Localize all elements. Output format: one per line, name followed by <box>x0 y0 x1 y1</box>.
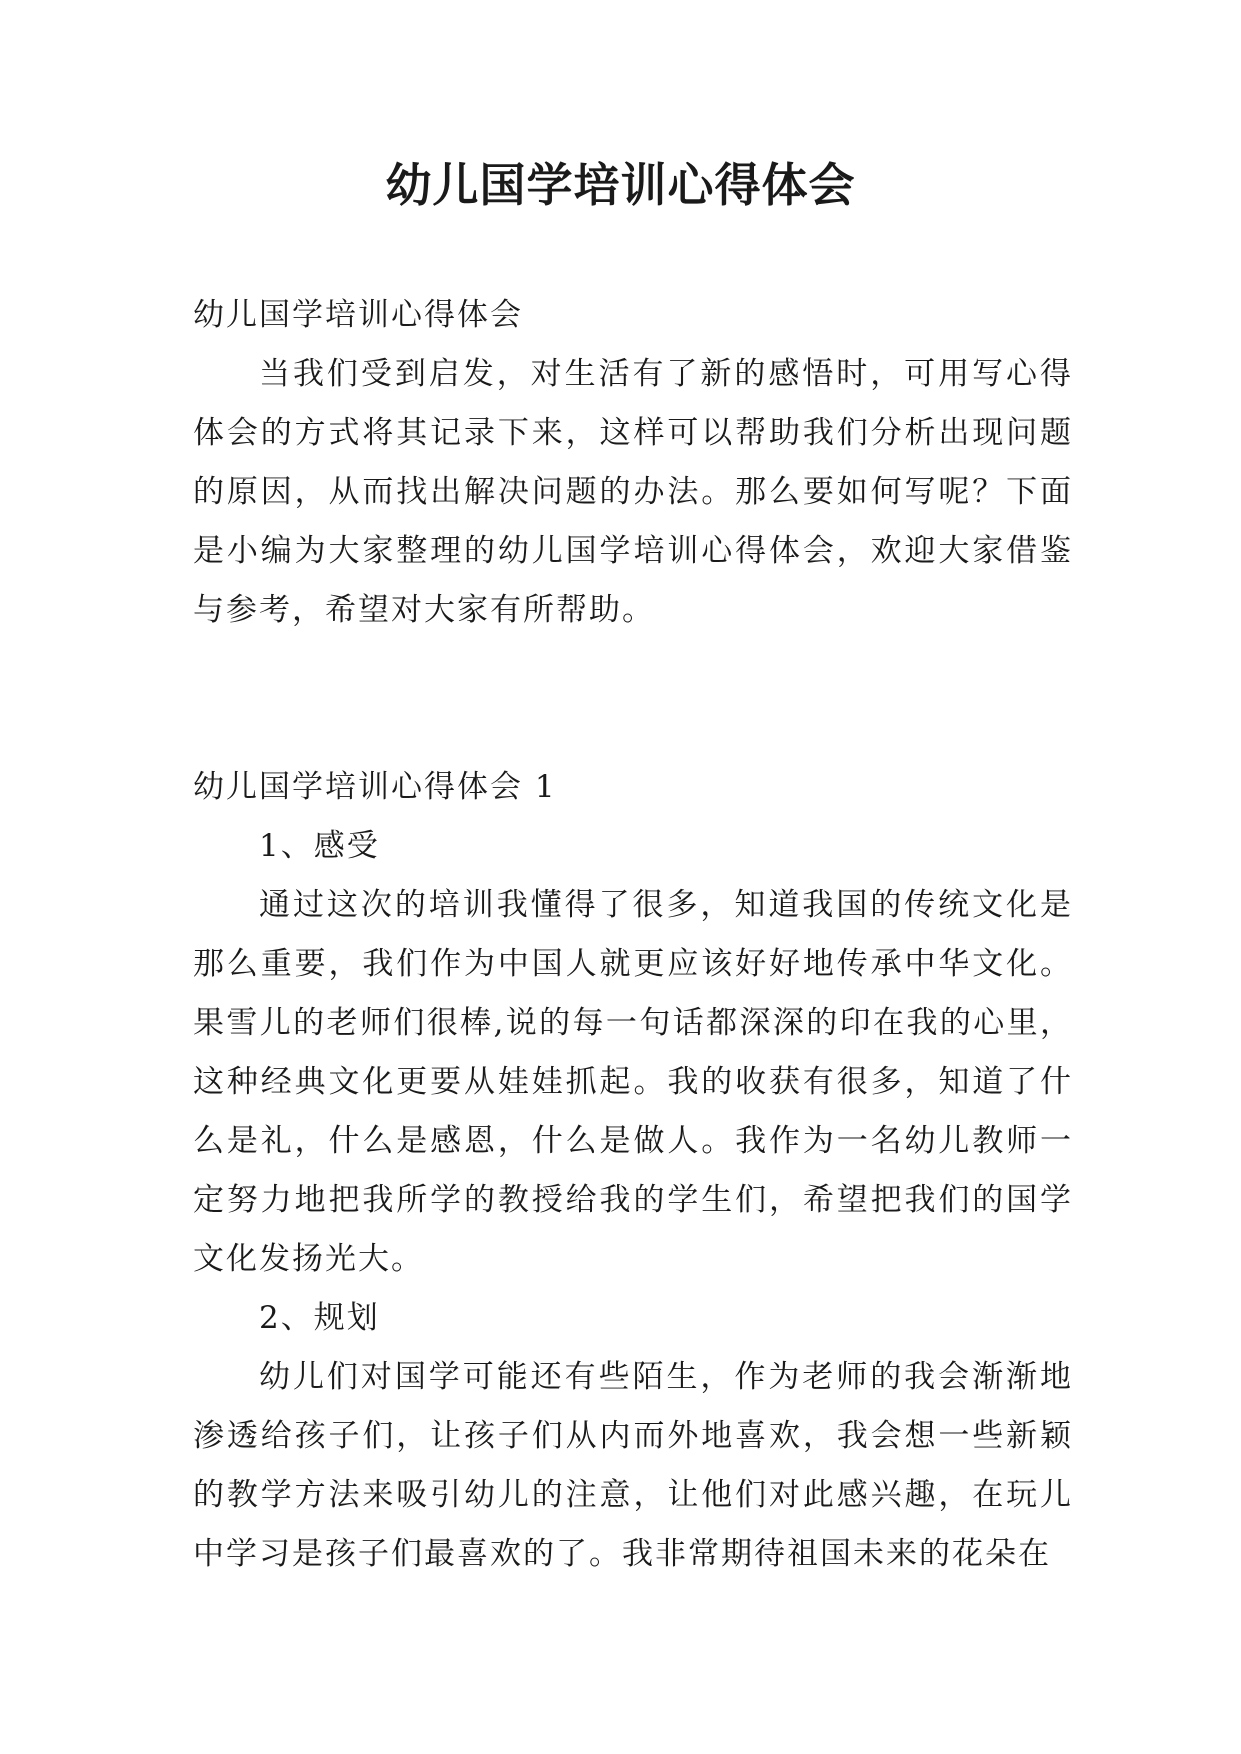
item2-paragraph: 幼儿们对国学可能还有些陌生，作为老师的我会渐渐地渗透给孩子们，让孩子们从内而外地喜欢，我会想一些新颖的教学方法来吸引幼儿的注意，让他们对此感兴趣，在玩儿中学习是孩子们最喜欢的了。我非常期待祖国未来的花朵在 <box>193 1359 1073 1572</box>
document-subtitle: 幼儿国学培训心得体会 <box>193 297 523 333</box>
document-body <box>193 286 1073 1584</box>
intro-paragraph: 当我们受到启发，对生活有了新的感悟时，可用写心得体会的方式将其记录下来，这样可以帮助我们分析出现问题的原因，从而找出解决问题的办法。那么要如何写呢？下面是小编为大家整理的幼儿国学培训心得体会，欢迎大家借鉴与参考，希望对大家有所帮助。 <box>193 356 1073 628</box>
item1-paragraph: 通过这次的培训我懂得了很多，知道我国的传统文化是那么重要，我们作为中国人就更应该好好地传承中华文化。果雪儿的老师们很棒,说的每一句话都深深的印在我的心里，这种经典文化更要从娃娃抓起。我的收获有很多，知道了什么是礼，什么是感恩，什么是做人。我作为一名幼儿教师一定努力地把我所学的教授给我的学生们，希望把我们的国学文化发扬光大。 <box>193 887 1073 1277</box>
item2-heading: 2、规划 <box>259 1300 380 1336</box>
item1-heading: 1、感受 <box>259 828 380 864</box>
document-title: 幼儿国学培训心得体会 <box>385 158 856 212</box>
section-heading: 幼儿国学培训心得体会 1 <box>193 769 557 805</box>
section-spacer <box>193 640 1073 758</box>
